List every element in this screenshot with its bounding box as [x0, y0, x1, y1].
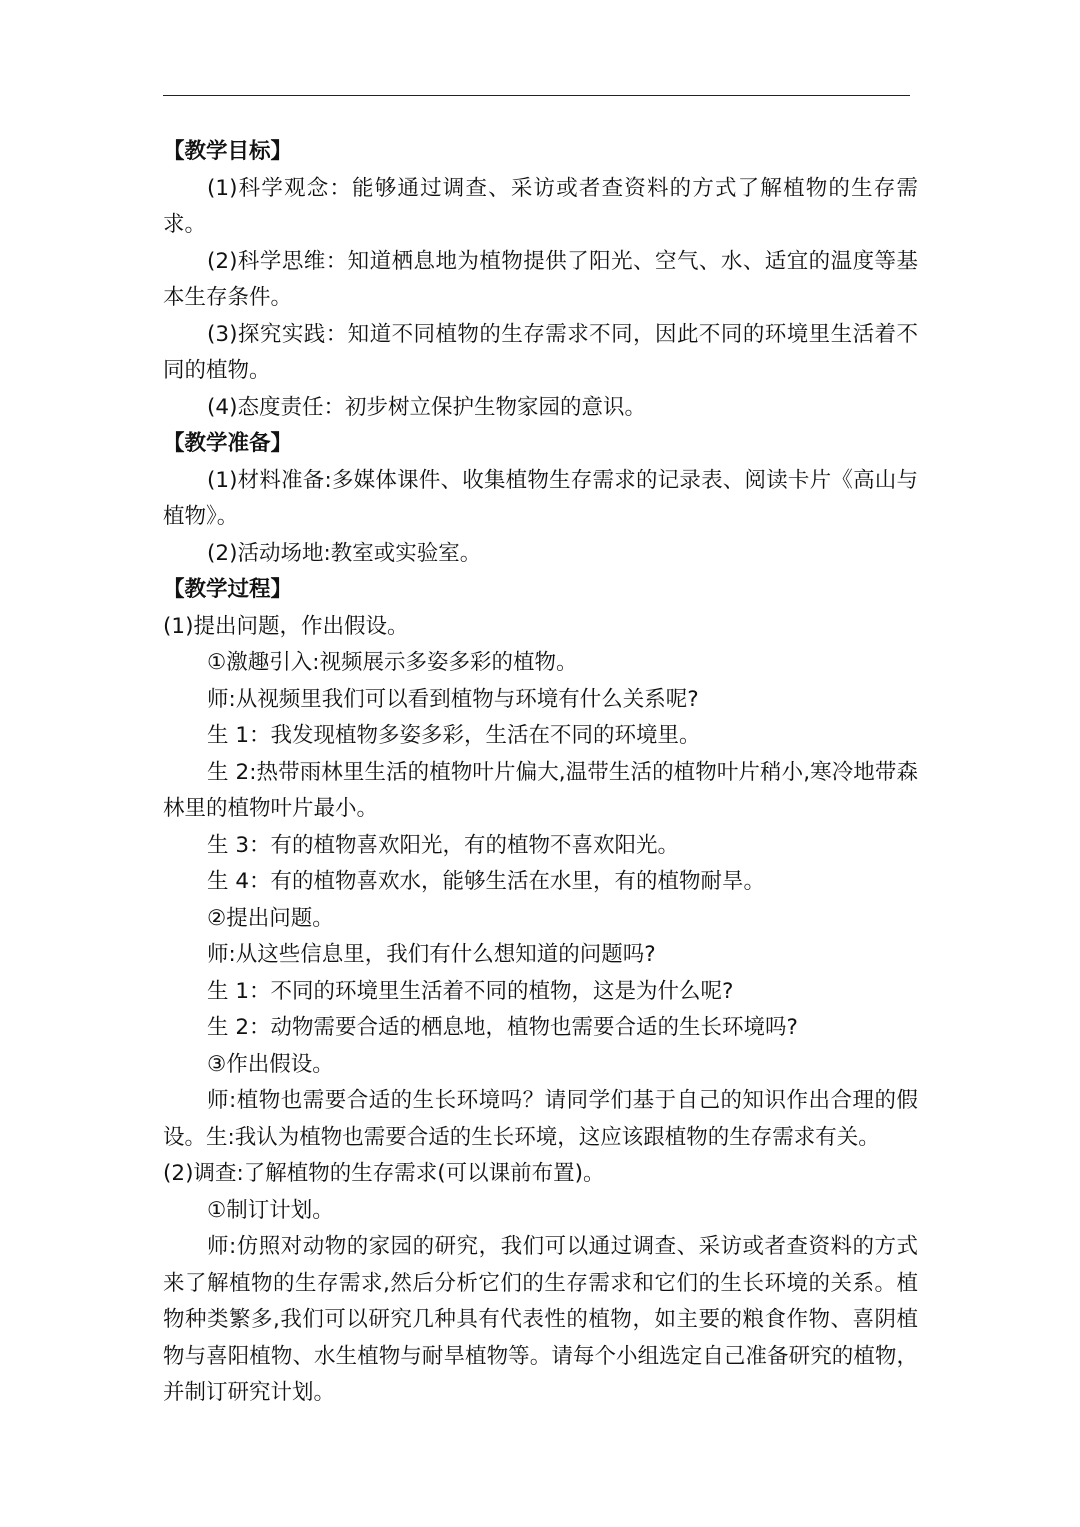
step1-line: 生 1：我发现植物多姿多彩，生活在不同的环境里。	[207, 723, 701, 748]
header-rule	[163, 95, 910, 96]
heading-goals: 【教学目标】	[163, 139, 293, 164]
step2-line: ①制订计划。	[207, 1197, 334, 1223]
step1-line: 生 2:热带雨林里生活的植物叶片偏大,温带生活的植物叶片稍小,寒冷地带森林里的植物叶片最小。	[163, 759, 918, 821]
prep-item-2: (2)活动场地:教室或实验室。	[207, 540, 482, 566]
step1-line: 师:从视频里我们可以看到植物与环境有什么关系呢?	[207, 686, 699, 712]
step1-line: 生 3：有的植物喜欢阳光，有的植物不喜欢阳光。	[207, 832, 680, 858]
step1-line: 师:从这些信息里，我们有什么想知道的问题吗?	[207, 942, 656, 967]
step1-title: (1)提出问题，作出假设。	[163, 613, 409, 639]
goal-item-3: (3)探究实践：知道不同植物的生存需求不同，因此不同的环境里生活着不同的植物。	[163, 321, 918, 383]
step1-line: 师:植物也需要合适的生长环境吗？请同学们基于自己的知识作出合理的假设。生:我认为植物也需要合适的生长环境，这应该跟植物的生存需求有关。	[163, 1088, 918, 1150]
goal-item-4: (4)态度责任：初步树立保护生物家园的意识。	[207, 394, 646, 420]
document-body	[163, 134, 918, 1412]
step2-line: 师:仿照对动物的家园的研究，我们可以通过调查、采访或者查资料的方式来了解植物的生存需求,然后分析它们的生存需求和它们的生长环境的关系。植物种类繁多,我们可以研究几种具有代表性的植物，如主要的粮食作物、喜阴植物与喜阳植物、水生植物与耐旱植物等。请每个小组选定自己准备研究的植物，并制订研究计划。	[163, 1234, 918, 1405]
step1-line: 生 4：有的植物喜欢水，能够生活在水里，有的植物耐旱。	[207, 869, 766, 894]
goal-item-2: (2)科学思维：知道栖息地为植物提供了阳光、空气、水、适宜的温度等基本生存条件。	[163, 248, 918, 310]
step1-line: ②提出问题。	[207, 905, 334, 931]
step1-line: ③作出假设。	[207, 1051, 334, 1077]
heading-process: 【教学过程】	[163, 577, 293, 602]
heading-preparation: 【教学准备】	[163, 431, 293, 456]
prep-item-1: (1)材料准备:多媒体课件、收集植物生存需求的记录表、阅读卡片《高山与植物》。	[163, 467, 918, 529]
goal-item-1: (1)科学观念：能够通过调查、采访或者查资料的方式了解植物的生存需求。	[163, 175, 918, 237]
step1-line: 生 2：动物需要合适的栖息地，植物也需要合适的生长环境吗?	[207, 1015, 798, 1040]
step1-line: 生 1：不同的环境里生活着不同的植物，这是为什么呢?	[207, 978, 734, 1004]
step1-line: ①激趣引入:视频展示多姿多彩的植物。	[207, 650, 578, 675]
step2-title: (2)调查:了解植物的生存需求(可以课前布置)。	[163, 1161, 605, 1186]
